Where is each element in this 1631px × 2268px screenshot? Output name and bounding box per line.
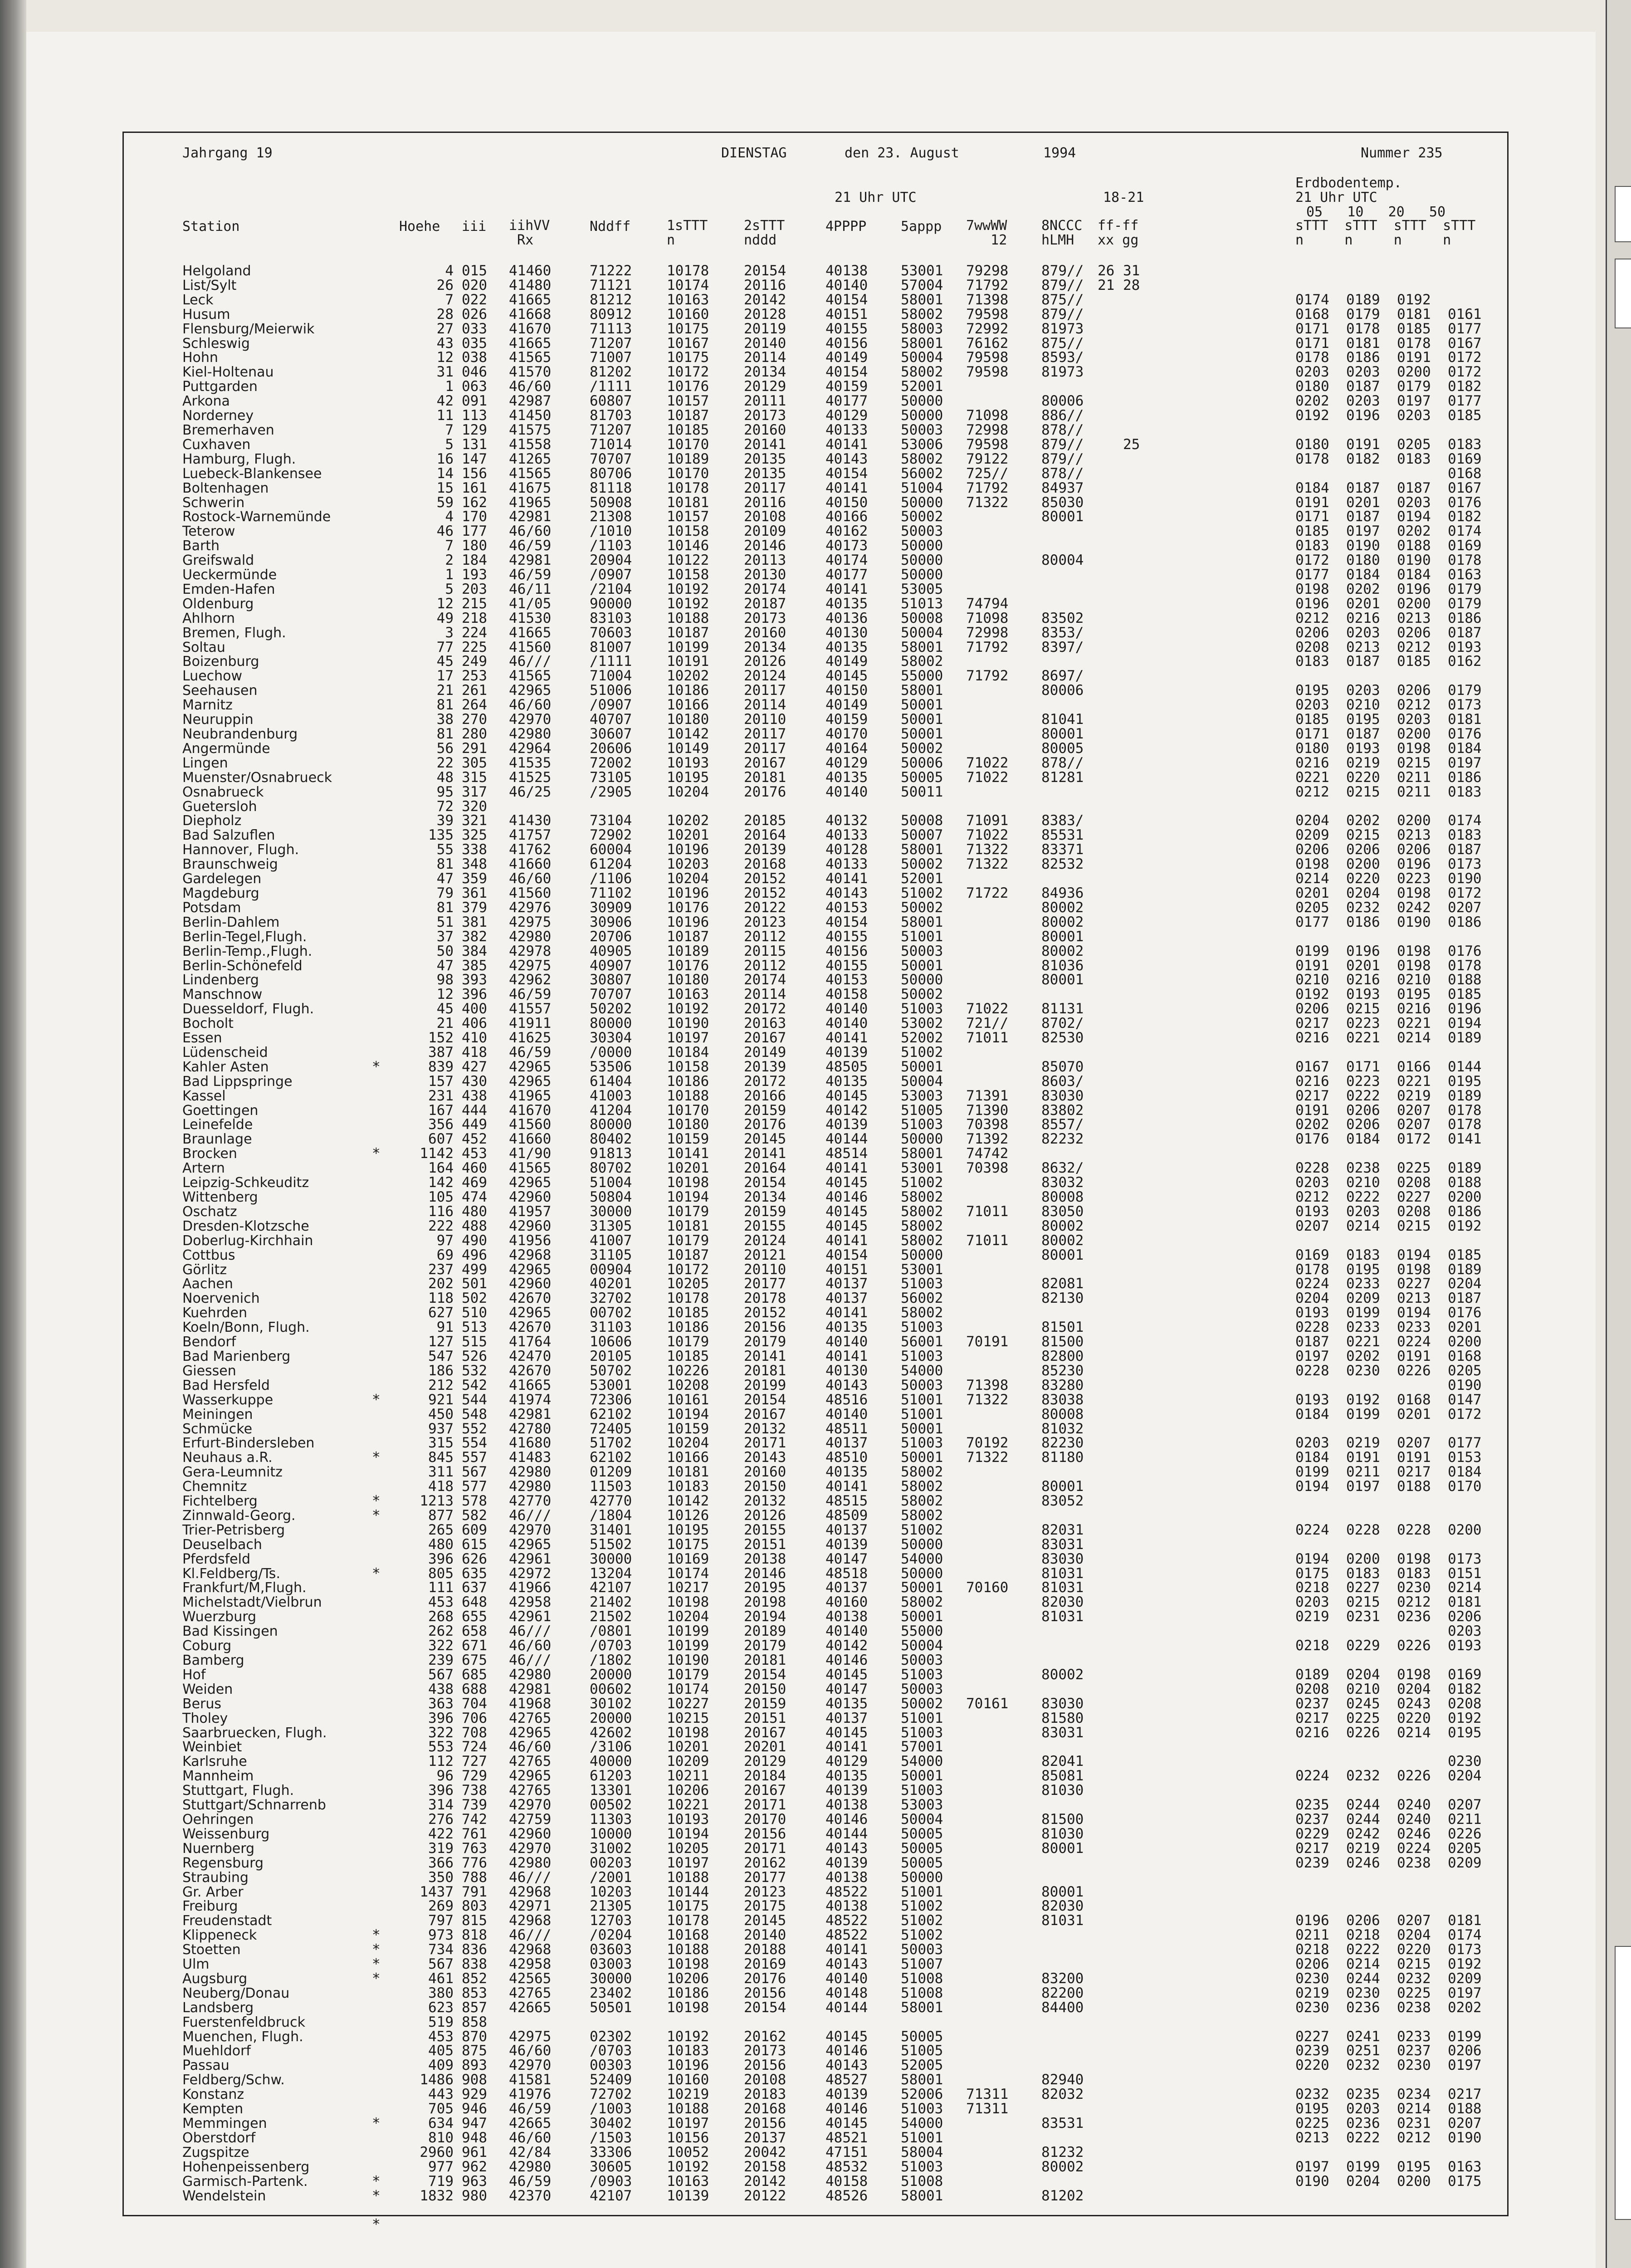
nddff-column: 71222 71121 81212 80912 71113 71207 71007 81202 /1111 60807 81703 71207 71014 70707 80706 81118 50908 21308 /1010 /1103 20904 /0907 /2104 90000 83103 70603 81007 /1111 71004 51006 /0907 40707 30607 20606 72002 73105 /2905 73104 72902 60004 61204 /1106 71102 30909 30906 20706 40905 40907 30807 70707 50202 80000 30304 /0000 53506 61404 41003 41204 80000 80402 91813 80702 51004 50804 30000 31305 41007 31105 00904 40201 32702 00702 31103 10606 20105 50702 53001 72306 62102 72405 51702 62102 01209 11503 42770 /1804 31401 51502 30000 13204 42107 21402 21502 /0801 /0703 /1802 20000 00602 30102 20000 42602 /3106 40000 61203 13301 00502 11303 10000 31002 00203 /2001 10203 21305 12703 /0204 03603 03003 30000 23402 50501 02302 /0703 00303 52409 72702 /1003 30402 /1503 33306 30605 /0903 42107	[590, 263, 632, 2204]
7ww-column: 79298 71792 71398 79598 72992 76162 79598 79598 71098 72998 79598 79122 725// 71792 71322 74794 71098 72998 71792 71792 71022 71022 71091 71022 71322 71322 71722 71022 721// 71011 71391 71390 70398 71392 74742 70398 71011 71011 70191 71398 71322 70192 71322 70160 70161 71311 71311	[966, 263, 1009, 2117]
col-iihvv: iihVV Rx	[509, 218, 550, 248]
star-markers-column: * * * * * * * * * * * * * * *	[372, 1058, 381, 2233]
date-label: den 23. August	[845, 145, 959, 161]
soil-temp-column: 0174 0189 0192 0168 0179 0181 0161 0171 0178 0185 0177 0171 0181 0178 0167 0178 0186 0191 0172 0203 0203 0200 0172 0180 0187 0179 0182 0202 0203 0197 0177 0192 0196 0203 0185 0180 0191 0205 0183 0178 0182 0183 0169 0168 0184 0187 0187 0167 0191 0201 0203 0176 0171 0187 0194 0182 0185 0197 0202 0174 0183 0190 0188 0169 0172 0180 0190 0178 0177 0184 0184 0163 0198 0202 0196 0179 0196 0201 0200 0179 0212 0216 0213 0186 0206 0203 0206 0187 0208 0213 0212 0193 0183 0187 0185 0162 0195 0203 0206 0179 0203 0210 0212 0173 0185 0195 0203 0181 0171 0187 0200 0176 0180 0193 0198 0184 0216 0219 0215 0197 0221 0220 0211 0186 0212 0215 0211 0183 0204 0202 0200 0174 0209 0215 0213 0183 0206 0206 0206 0187 0198 0200 0196 0173 0214 0220 0223 0190 0201 0204 0198 0172 0205 0232 0242 0207 0177 0186 0190 0186 0199 0196 0198 0176 0191 0201 0198 0178 0210 0216 0210 0188 0192 0193 0195 0185 0206 0215 0216 0196 0217 0223 0221 0194 0216 0221 0214 0189 0167 0171 0166 0144 0216 0223 0221 0195 0217 0222 0219 0189 0191 0206 0207 0178 0202 0206 0207 0178 0176 0184 0172 0141 0228 0238 0225 0189 0203 0210 0208 0188 0212 0222 0227 0200 0193 0203 0208 0186 0207 0214 0215 0192 0169 0183 0194 0185 0178 0195 0198 0189 0224 0233 0227 0204 0204 0209 0213 0187 0193 0199 0194 0176 0228 0233 0233 0201 0187 0221 0224 0200 0197 0202 0191 0168 0228 0230 0226 0205 0190 0193 0192 0168 0147 0184 0199 0201 0172 0203 0219 0207 0177 0184 0191 0191 0153 0199 0211 0217 0184 0194 0197 0188 0170 0224 0228 0228 0200 0194 0200 0198 0173 0175 0183 0183 0151 0218 0227 0230 0214 0203 0215 0212 0181 0219 0231 0236 0206 0203 0218 0229 0226 0193 0189 0204 0198 0169 0208 0210 0204 0182 0237 0245 0243 0208 0217 0225 0220 0192 0216 0226 0214 0195 0230 0224 0232 0226 0204 0235 0244 0240 0207 0237 0244 0240 0211 0229 0242 0246 0226 0217 0219 0224 0205 0239 0246 0238 0209 0196 0206 0207 0181 0211 0218 0204 0174 0218 0222 0220 0173 0206 0214 0215 0192 0230 0244 0232 0209 0219 0230 0225 0197 0230 0236 0238 0202 0227 0241 0233 0199 0239 0251 0237 0206 0220 0232 0230 0197 0232 0235 0234 0217 0195 0203 0214 0188 0225 0236 0231 0207 0213 0222 0212 0190 0197 0199 0195 0163 0190 0204 0200 0175	[1295, 291, 1482, 2190]
period-label: 18-21	[1103, 190, 1144, 205]
soil-depths: 05 10 20 50	[1306, 204, 1446, 220]
col-4pppp: 4PPPP	[825, 219, 867, 235]
2sttt-column: 20154 20116 20142 20128 20119 20140 20114 20134 20129 20111 20173 20160 20141 20135 20135 20117 20116 20108 20109 20146 20113 20130 20174 20187 20173 20160 20134 20126 20124 20117 20114 20110 20117 20117 20167 20181 20176 20185 20164 20139 20168 20152 20152 20122 20123 20112 20115 20112 20174 20114 20172 20163 20167 20149 20139 20172 20166 20159 20176 20145 20141 20164 20154 20134 20159 20155 20124 20121 20110 20177 20178 20152 20156 20179 20141 20181 20199 20154 20167 20132 20171 20143 20160 20150 20132 20126 20155 20151 20138 20146 20195 20198 20194 20189 20179 20181 20154 20150 20159 20151 20167 20201 20129 20184 20167 20171 20170 20156 20171 20162 20177 20123 20175 20145 20140 20188 20169 20176 20156 20154 20162 20173 20156 20108 20183 20168 20156 20137 20042 20158 20142 20122	[744, 263, 786, 2204]
iii-column: 015 020 022 026 033 035 038 046 063 091 113 129 131 147 156 161 162 170 177 180 184 193 203 215 218 224 225 249 253 261 264 270 280 291 305 315 317 320 321 325 338 348 359 361 379 381 382 384 385 393 396 400 406 410 418 427 430 438 444 449 452 453 460 469 474 480 488 490 496 499 501 502 510 513 515 526 532 542 544 548 552 554 557 567 577 578 582 609 615 626 635 637 648 655 658 671 675 685 688 704 706 708 724 727 729 738 739 742 761 763 776 788 791 803 815 818 836 838 852 853 857 858 870 875 893 908 929 946 947 948 961 962 963 980	[462, 263, 487, 2204]
iihvv-column: 41460 41480 41665 41668 41670 41665 41565 41570 46/60 42987 41450 41575 41558 41265 41565 41675 41965 42981 46/60 46/59 42981 46/59 46/11 41/05 41530 41665 41560 46/// 41565 42965 46/60 42970 42980 42964 41535 41525 46/25 41430 41757 41762 41660 46/60 41560 42976 42975 42980 42978 42975 42962 46/59 41557 41911 41625 46/59 42965 42965 41965 41670 41560 41660 41/90 41565 42965 42960 41957 42960 41956 42968 42965 42960 42670 42965 42670 41764 42470 42670 41665 41974 42981 42780 41680 41483 42980 42980 42770 46/// 42970 42965 42961 42972 41966 42958 42961 46/// 46/60 46/// 42980 42981 41968 42765 42965 46/60 42765 42965 42765 42970 42759 42960 42970 42980 46/// 42968 42971 42968 46/// 42968 42958 42565 42765 42665 42975 46/60 42970 41581 41976 46/59 42665 46/60 42/84 42980 46/59 42370	[509, 263, 552, 2204]
jahrgang-label: Jahrgang 19	[182, 145, 273, 161]
weekday-label: DIENSTAG	[721, 145, 787, 161]
book-binding	[0, 0, 26, 2268]
col-hoehe: Hoehe	[399, 219, 440, 235]
col-station: Station	[182, 219, 240, 235]
hoehe-column: 4 26 7 28 27 43 12 31 1 42 11 7 5 16 14 15 59 4 46 7 2 1 5 12 49 3 77 45 17 21 81 38 81 56 22 48 95 72 39 135 55 81 47 79 81 51 37 50 47 98 12 45 21 152 387 839 157 231 167 356 607 1142 164 142 105 116 222 97 69 237 202 118 627 91 127 547 186 212 921 450 937 315 845 311 418 1213 877 265 480 396 805 111 453 268 262 322 239 567 438 363 396 322 553 112 96 396 314 276 422 319 366 350 1437 269 797 973 734 567 461 380 623 519 453 405 409 1486 443 705 634 810 2960 977 719 1832	[420, 263, 454, 2204]
ffff-column: 26 31 21 28 25	[1098, 263, 1140, 453]
adjacent-page-mark	[1615, 1946, 1631, 2220]
year-label: 1994	[1043, 145, 1076, 161]
station-names-column: Helgoland List/Sylt Leck Husum Flensburg/Meierwik Schleswig Hohn Kiel-Holtenau Puttgarden Arkona Norderney Bremerhaven Cuxhaven Hamburg, Flugh. Luebeck-Blankensee Boltenhagen Schwerin Rostock-Warnemünde Teterow Barth Greifswald Ueckermünde Emden-Hafen Oldenburg Ahlhorn Bremen, Flugh. Soltau Boizenburg Luechow Seehausen Marnitz Neuruppin Neubrandenburg Angermünde Lingen Muenster/Osnabrueck Osnabrueck Guetersloh Diepholz Bad Salzuflen Hannover, Flugh. Braunschweig Gardelegen Magdeburg Potsdam Berlin-Dahlem Berlin-Tegel,Flugh. Berlin-Temp.,Flugh. Berlin-Schönefeld Lindenberg Manschnow Duesseldorf, Flugh. Bocholt Essen Lüdenscheid Kahler Asten Bad Lippspringe Kassel Goettingen Leinefelde Braunlage Brocken Artern Leipzig-Schkeuditz Wittenberg Oschatz Dresden-Klotzsche Doberlug-Kirchhain Cottbus Görlitz Aachen Noervenich Kuehrden Koeln/Bonn, Flugh. Bendorf Bad Marienberg Giessen Bad Hersfeld Wasserkuppe Meiningen Schmücke Erfurt-Bindersleben Neuhaus a.R. Gera-Leumnitz Chemnitz Fichtelberg Zinnwald-Georg. Trier-Petrisberg Deuselbach Pferdsfeld Kl.Feldberg/Ts. Frankfurt/M,Flugh. Michelstadt/Vielbrun Wuerzburg Bad Kissingen Coburg Bamberg Hof Weiden Berus Tholey Saarbruecken, Flugh. Weinbiet Karlsruhe Mannheim Stuttgart, Flugh. Stuttgart/Schnarrenb Oehringen Weissenburg Nuernberg Regensburg Straubing Gr. Arber Freiburg Freudenstadt Klippeneck Stoetten Ulm Augsburg Neuberg/Donau Landsberg Fuerstenfeldbruck Muenchen, Flugh. Muehldorf Passau Feldberg/Schw. Konstanz Kempten Memmingen Oberstdorf Zugspitze Hohenpeissenberg Garmisch-Partenk. Wendelstein	[182, 263, 332, 2204]
8nccc-column: 879// 879// 875// 879// 81973 875// 8593/ 81973 80006 886// 878// 879// 879// 878// 84937 85030 80001 80004 83502 8353/ 8397/ 8697/ 80006 81041 80001 80005 878// 81281 8383/ 85531 83371 82532 84936 80002 80002 80001 80002 81036 80001 81131 8702/ 82530 85070 8603/ 83030 83802 8557/ 82232 8632/ 83032 80008 83050 80002 80002 80001 82081 82130 81501 81500 82800 85230 83280 83038 80008 81032 82230 81180 80001 83052 82031 83031 83030 81031 81031 82030 81031 80002 83030 81580 83031 82041 85081 81030 81500 81030 80001 80001 82030 81031 83200 82200 84400 82940 82032 83531 81232 80002 81202	[1041, 263, 1084, 2204]
col-iii: iii	[462, 219, 487, 235]
col-2sttt: 2sTTT nddd	[744, 218, 785, 248]
col-ffff: ff-ff xx gg	[1098, 218, 1139, 248]
col-soil: sTTT sTTT sTTT sTTT n n n n	[1295, 218, 1476, 248]
adjacent-page-mark	[1615, 259, 1631, 328]
obs-time-label: 21 Uhr UTC	[835, 190, 917, 205]
col-5appp: 5appp	[901, 219, 942, 235]
col-8nccc: 8NCCC hLMH	[1041, 218, 1083, 248]
col-nddff: Nddff	[590, 219, 631, 235]
issue-number: Nummer 235	[1361, 145, 1443, 161]
adjacent-page-mark	[1615, 186, 1631, 242]
soil-temp-label: Erdbodentemp.	[1295, 175, 1402, 191]
adjacent-page-edge	[1606, 0, 1631, 2268]
col-1sttt: 1sTTT n	[667, 218, 708, 248]
5appp-column: 53001 57004 58001 58002 58003 58001 50004 58002 52001 50000 50000 50003 53006 58002 56002 51004 50000 50002 50003 50000 50000 50000 53005 51013 50008 50004 58001 58002 55000 58001 50001 50001 50001 50002 50006 50005 50011 50008 50007 58001 50002 52001 51002 50002 58001 51001 50003 50001 50000 50002 51003 53002 52002 51002 50001 50004 53003 51005 51003 50000 58001 53001 51002 58002 58002 58002 58002 50000 53001 51003 56002 58002 51003 56001 51003 54000 50003 51001 51001 50001 51003 50001 58002 58002 58002 58002 51002 50000 54000 50000 50001 58002 50001 55000 50004 50003 51003 50003 50002 51001 51003 57001 54000 50001 51003 53003 50004 50005 50005 50005 50000 51001 51002 51002 51002 50003 51007 51008 51008 58001 50005 51005 52005 58001 52006 51003 54000 51001 58004 51003 51008 58001	[901, 263, 943, 2204]
1sttt-column: 10178 10174 10163 10160 10175 10167 10175 10172 10176 10157 10187 10185 10170 10189 10170 10178 10181 10157 10158 10146 10122 10158 10192 10192 10188 10187 10199 10191 10202 10186 10166 10180 10142 10149 10193 10195 10204 10202 10201 10196 10203 10204 10196 10176 10196 10187 10189 10176 10180 10163 10192 10190 10197 10184 10158 10186 10188 10170 10180 10159 10141 10201 10198 10194 10179 10181 10179 10187 10172 10205 10178 10185 10186 10179 10185 10226 10208 10161 10194 10159 10204 10166 10181 10183 10142 10126 10195 10175 10169 10174 10217 10198 10204 10199 10199 10190 10179 10174 10227 10215 10198 10201 10209 10211 10206 10221 10193 10194 10205 10197 10188 10144 10175 10178 10168 10188 10198 10206 10186 10198 10192 10183 10196 10160 10219 10188 10197 10156 10052 10192 10163 10139	[667, 263, 709, 2204]
soil-time-label: 21 Uhr UTC	[1295, 190, 1377, 205]
4pppp-column: 40138 40140 40154 40151 40155 40156 40149 40154 40159 40177 40129 40133 40141 40143 40154 40141 40150 40166 40162 40173 40174 40177 40141 40135 40136 40130 40135 40149 40145 40150 40149 40159 40170 40164 40129 40135 40140 40132 40133 40128 40133 40141 40143 40153 40154 40155 40156 40155 40153 40158 40140 40140 40141 40139 48505 40135 40145 40142 40139 40144 48514 40141 40145 40146 40145 40145 40141 40154 40151 40137 40137 40141 40135 40140 40141 40130 40143 48516 40140 48511 40137 48510 40135 40141 48515 48509 40137 40139 40147 48518 40137 40160 40138 40140 40142 40146 40145 40147 40135 40137 40145 40141 40129 40135 40139 40138 40146 40144 40143 40139 40138 48522 40138 48522 48522 40141 40143 40140 40148 40144 40145 40146 40143 48527 40139 40146 40145 48521 47151 48532 40158 48526	[825, 263, 868, 2204]
col-7ww: 7wwWW 12	[966, 218, 1007, 248]
